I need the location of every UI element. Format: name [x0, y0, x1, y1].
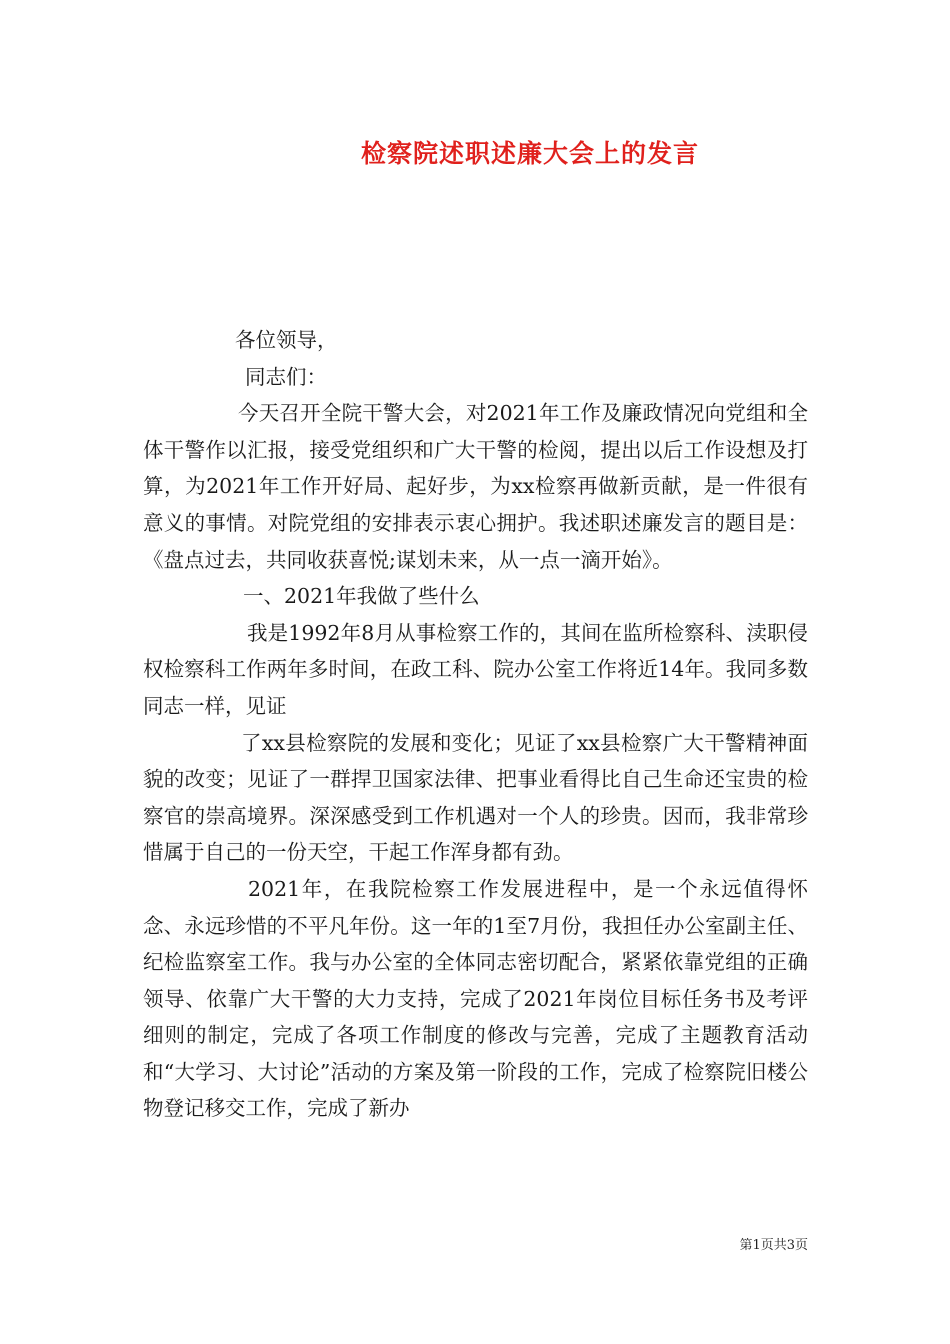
document-title: 检察院述职述廉大会上的发言 — [360, 139, 699, 168]
salutation-leaders: 各位领导， — [235, 328, 338, 352]
salutation-comrades: 同志们： — [245, 364, 327, 389]
paragraph-witness: 了xx县检察院的发展和变化；见证了xx县检察广大干警精神面貌的改变；见证了一群捍卫国家法律、把事业看得比自己生命还宝贵的检察官的崇高境界。深深感受到工作机遇对一个人的珍贵。因而，我非常珍惜属于自己的一份天空，干起工作浑身都有劲。 — [143, 730, 808, 865]
section-heading-1: 一、2021年我做了些什么 — [243, 584, 480, 609]
page-indicator: 第1页共3页 — [739, 1238, 808, 1253]
document-body — [143, 322, 808, 1127]
paragraph-intro: 今天召开全院干警大会，对2021年工作及廉政情况向党组和全体干警作以汇报，接受党组织和广大干警的检阅，提出以后工作设想及打算，为2021年工作开好局、起好步，为xx检察再做新贡献，是一件很有意义的事情。对院党组的安排表示衷心拥护。我述职述廉发言的题目是：《盘点过去，共同收获喜悦;谋划未来，从一点一滴开始》。 — [143, 401, 808, 572]
paragraph-2021: 2021年，在我院检察工作发展进程中，是一个永远值得怀念、永远珍惜的不平凡年份。这一年的1至7月份，我担任办公室副主任、纪检监察室工作。我与办公室的全体同志密切配合，紧紧依靠党组的正确领导、依靠广大干警的大力支持，完成了2021年岗位目标任务书及考评细则的制定，完成了各项工作制度的修改与完善，完成了主题教育活动和“大学习、大讨论”活动的方案及第一阶段的工作，完成了检察院旧楼公物登记移交工作，完成了新办 — [143, 876, 808, 1121]
paragraph-career: 我是1992年8月从事检察工作的，其间在监所检察科、渎职侵权检察科工作两年多时间，在政工科、院办公室工作将近14年。我同多数同志一样，见证 — [143, 620, 808, 718]
